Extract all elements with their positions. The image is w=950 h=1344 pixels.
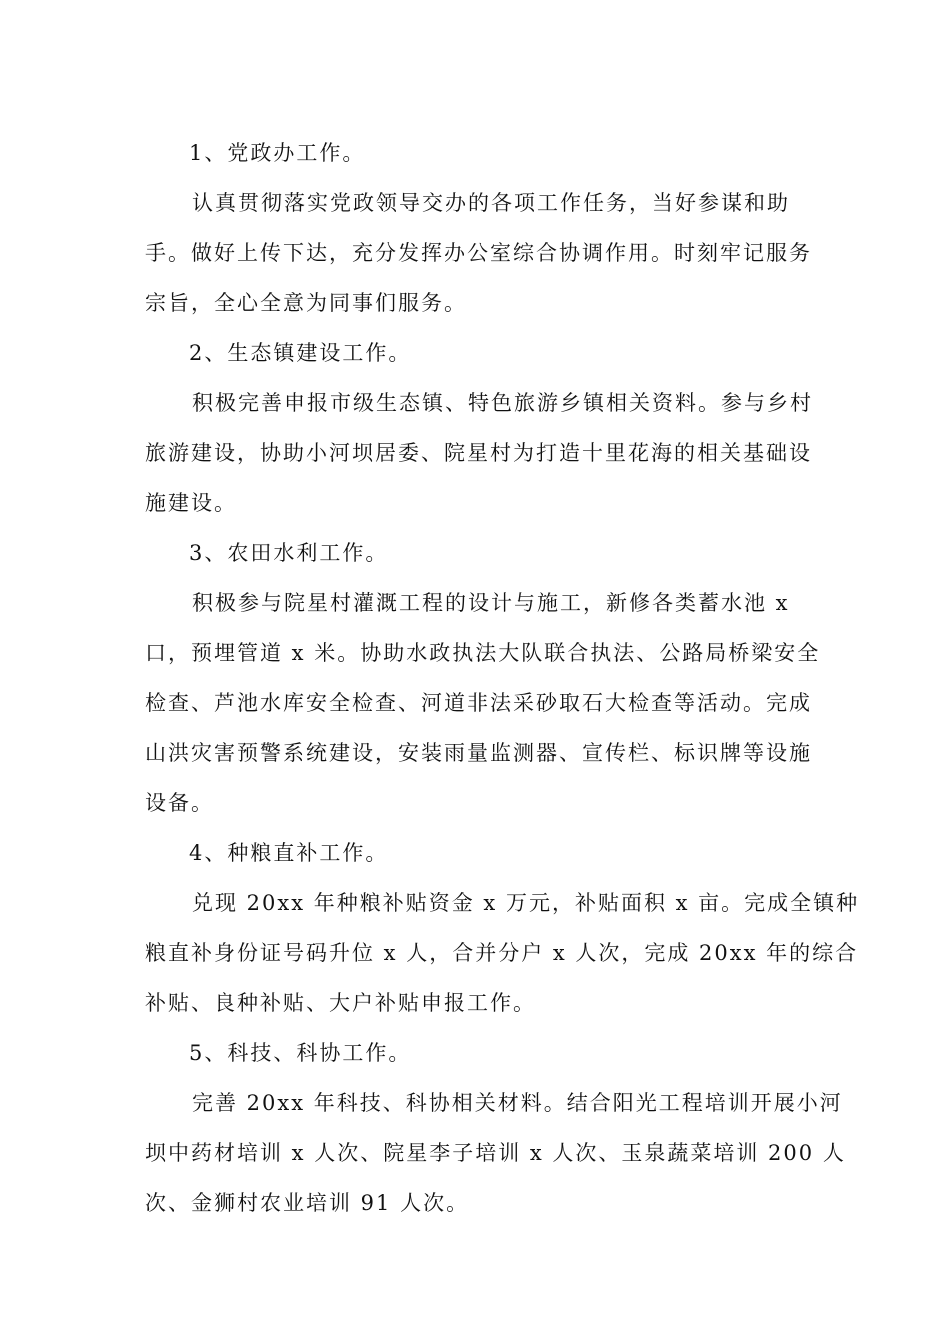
paragraph-line: 积极完善申报市级生态镇、特色旅游乡镇相关资料。参与乡村 bbox=[192, 391, 813, 415]
paragraph-line: 积极参与院星村灌溉工程的设计与施工，新修各类蓄水池 x bbox=[192, 591, 790, 615]
paragraph-line: 手。做好上传下达，充分发挥办公室综合协调作用。时刻牢记服务 bbox=[145, 241, 812, 265]
paragraph-line: 认真贯彻落实党政领导交办的各项工作任务，当好参谋和助 bbox=[192, 191, 790, 215]
section-heading: 5、科技、科协工作。 bbox=[189, 1041, 412, 1065]
paragraph-line: 次、金狮村农业培训 91 人次。 bbox=[145, 1191, 470, 1215]
paragraph-line: 粮直补身份证号码升位 x 人，合并分户 x 人次，完成 20xx 年的综合 bbox=[145, 941, 859, 965]
paragraph-line: 设备。 bbox=[145, 791, 214, 815]
document-body bbox=[145, 128, 860, 1228]
section-heading: 4、种粮直补工作。 bbox=[189, 841, 389, 865]
section-heading: 2、生态镇建设工作。 bbox=[189, 341, 412, 365]
paragraph-line: 口，预埋管道 x 米。协助水政执法大队联合执法、公路局桥梁安全 bbox=[145, 641, 821, 665]
paragraph-line: 坝中药材培训 x 人次、院星李子培训 x 人次、玉泉蔬菜培训 200 人 bbox=[145, 1141, 846, 1165]
section-heading: 1、党政办工作。 bbox=[189, 141, 366, 165]
paragraph-line: 山洪灾害预警系统建设，安装雨量监测器、宣传栏、标识牌等设施 bbox=[145, 741, 812, 765]
paragraph-line: 完善 20xx 年科技、科协相关材料。结合阳光工程培训开展小河 bbox=[192, 1091, 843, 1115]
paragraph-line: 施建设。 bbox=[145, 491, 237, 515]
paragraph-line: 检查、芦池水库安全检查、河道非法采砂取石大检查等活动。完成 bbox=[145, 691, 812, 715]
paragraph-line: 旅游建设，协助小河坝居委、院星村为打造十里花海的相关基础设 bbox=[145, 441, 812, 465]
paragraph-line: 宗旨，全心全意为同事们服务。 bbox=[145, 291, 467, 315]
section-heading: 3、农田水利工作。 bbox=[189, 541, 389, 565]
paragraph-line: 兑现 20xx 年种粮补贴资金 x 万元，补贴面积 x 亩。完成全镇种 bbox=[192, 891, 860, 915]
paragraph-line: 补贴、良种补贴、大户补贴申报工作。 bbox=[145, 991, 536, 1015]
